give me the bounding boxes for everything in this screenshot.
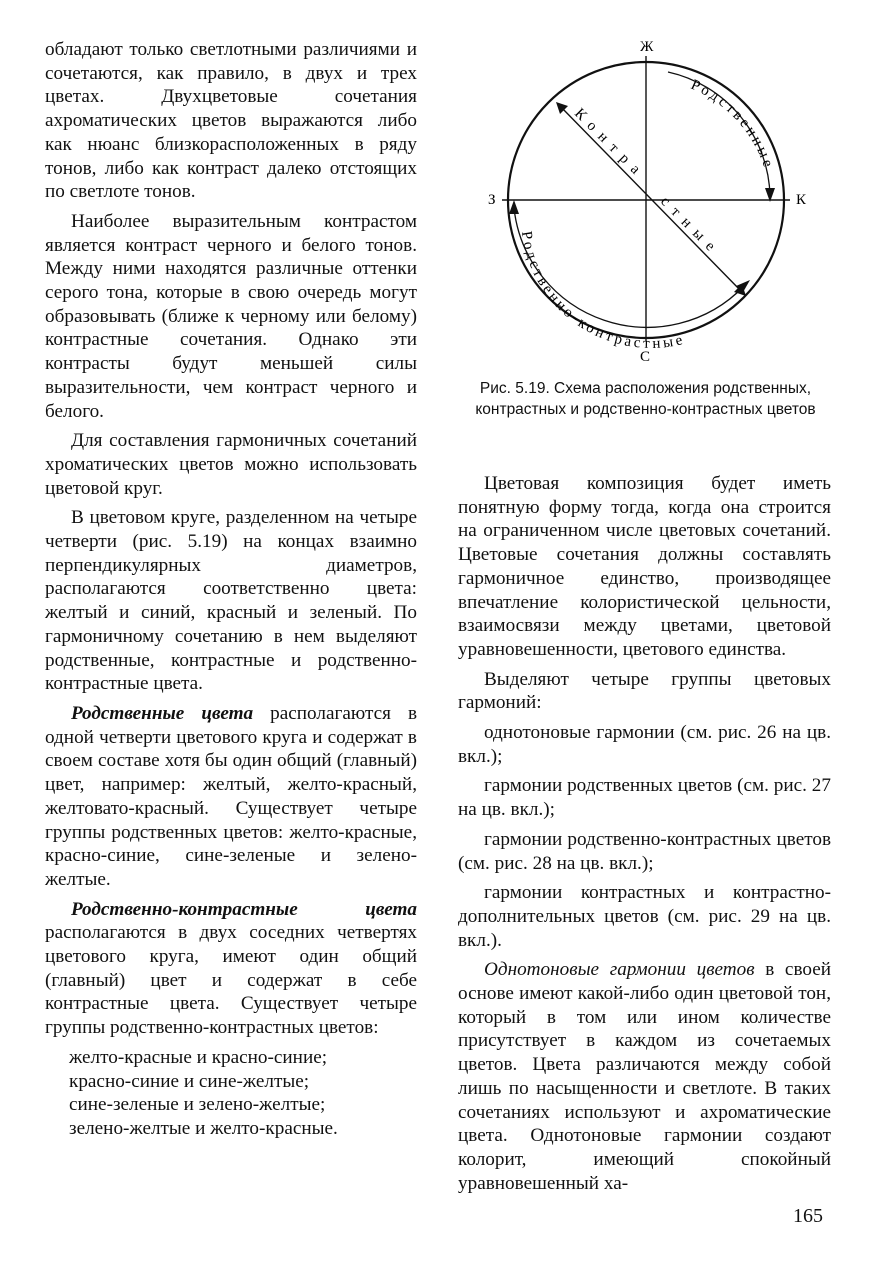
list-item: зелено-желтые и желто-красные. bbox=[69, 1117, 338, 1139]
paragraph bbox=[458, 958, 831, 1195]
label-contrast-1: Контра bbox=[571, 105, 649, 184]
list-item: однотоновые гармонии (см. рис. 26 на цв. вкл.); bbox=[458, 722, 831, 767]
paragraph: Цветовая композиция будет иметь понятную форму тогда, когда она строится на ограниченном числе цветовых сочетаний. Цветовые сочетания должны составлять гармоничное единство, производящее впечатление колористической цельности, взаимосвязи между цветами, цветовой уравновешенности, цветового единства. bbox=[458, 473, 831, 660]
paragraph-text: располагаются в одной четверти цветового круга и содержат в своем составе хотя бы один общий (главный) цвет, например: желтый, желто-красный, желтовато-красный. Существует четыре группы родственных цветов: желто-красные, красно-синие, сине-зеленые и зелено-желтые. bbox=[45, 702, 417, 890]
paragraph bbox=[45, 702, 417, 892]
paragraph: В цветовом круге, разделенном на четыре четверти (рис. 5.19) на концах взаимно перпендикулярных диаметров, располагаются соответственно цвета: желтый и синий, красный и зеленый. По гармоничному сочетанию в нем выделяют родственные, контрастные и родственно-контрастные цвета. bbox=[45, 507, 417, 695]
label-contrast-2: стные bbox=[657, 193, 724, 260]
paragraph: Для составления гармоничных сочетаний хроматических цветов можно использовать цветовой круг. bbox=[45, 430, 417, 499]
list-item: гармонии родственных цветов (см. рис. 27 на цв. вкл.); bbox=[458, 775, 831, 821]
list-item: сине-зеленые и зелено-желтые; bbox=[69, 1094, 326, 1116]
label-related-path: Родственные bbox=[688, 76, 777, 172]
paragraph bbox=[45, 898, 417, 1040]
term-monotone-harmony: Однотоновые гармонии цветов bbox=[484, 959, 755, 981]
paragraph: Выделяют четыре группы цветовых гармоний: bbox=[458, 668, 831, 714]
label-related-contrast bbox=[518, 230, 687, 352]
label-yellow: Ж bbox=[640, 39, 654, 55]
contrast-diagonal bbox=[560, 106, 742, 292]
label-related-contrast-path: Родственно-контрастные bbox=[517, 230, 688, 353]
list-item: гармонии контрастных и контрастно-дополнительных цветов (см. рис. 29 на цв. вкл.). bbox=[458, 882, 831, 951]
term-related-colors: Родственные цвета bbox=[71, 702, 254, 724]
paragraph-text: располагаются в двух соседних четвертях цветового круга, имеют один общий (главный) цвет и содержат в себе контрастные цвета. Существует четыре группы родственно-контрастных цветов: bbox=[45, 922, 417, 1039]
label-red: К bbox=[796, 192, 807, 208]
figure-caption: Рис. 5.19. Схема расположения родственных, контрастных и родственно-контрастных цветов bbox=[475, 380, 816, 418]
paragraph: обладают только светлотными различиями и сочетаются, как правило, в двух и трех цветах. Двухцветовые сочетания ахроматических цветов выражаются либо как нюанс близкорасположенных в ряду тонов, либо как контраст далеко отстоящих по светлоте тонов. bbox=[45, 39, 417, 203]
right-column bbox=[458, 472, 831, 1201]
left-column bbox=[45, 38, 417, 1141]
page-number: 165 bbox=[793, 1205, 823, 1227]
arrow-head bbox=[509, 200, 519, 214]
paragraph-text: в своей основе имеют какой-либо один цветовой тон, который в том или ином количестве присутствует в каждом из сочетаемых цветов. Цвета различаются между собой лишь по насыщенности и светлоте. В таких сочетаниях используют и ахроматические цвета. Однотоновые гармонии создают колорит, имеющий спокойный уравновешенный ха- bbox=[458, 959, 831, 1194]
color-group-list bbox=[45, 1046, 417, 1141]
list-item: красно-синие и сине-желтые; bbox=[69, 1070, 310, 1092]
paragraph: Наиболее выразительным контрастом является контраст черного и белого тонов. Между ними находятся различные оттенки серого тона, которые в свою очередь могут образовывать (ближе к черному или белому) контрастные сочетания. Однако эти контрасты будут меньшей силы выразительности, чем контраст черного и белого. bbox=[45, 210, 417, 422]
label-blue: С bbox=[640, 349, 651, 365]
term-related-contrast-colors: Родственно-контрастные цвета bbox=[71, 898, 417, 920]
list-item: гармонии родственно-контрастных цветов (см. рис. 28 на цв. вкл.); bbox=[458, 828, 831, 874]
related-contrast-arc bbox=[514, 208, 744, 327]
label-green: З bbox=[488, 192, 496, 208]
color-wheel-diagram bbox=[470, 36, 830, 376]
list-item: желто-красные и красно-синие; bbox=[69, 1046, 328, 1068]
